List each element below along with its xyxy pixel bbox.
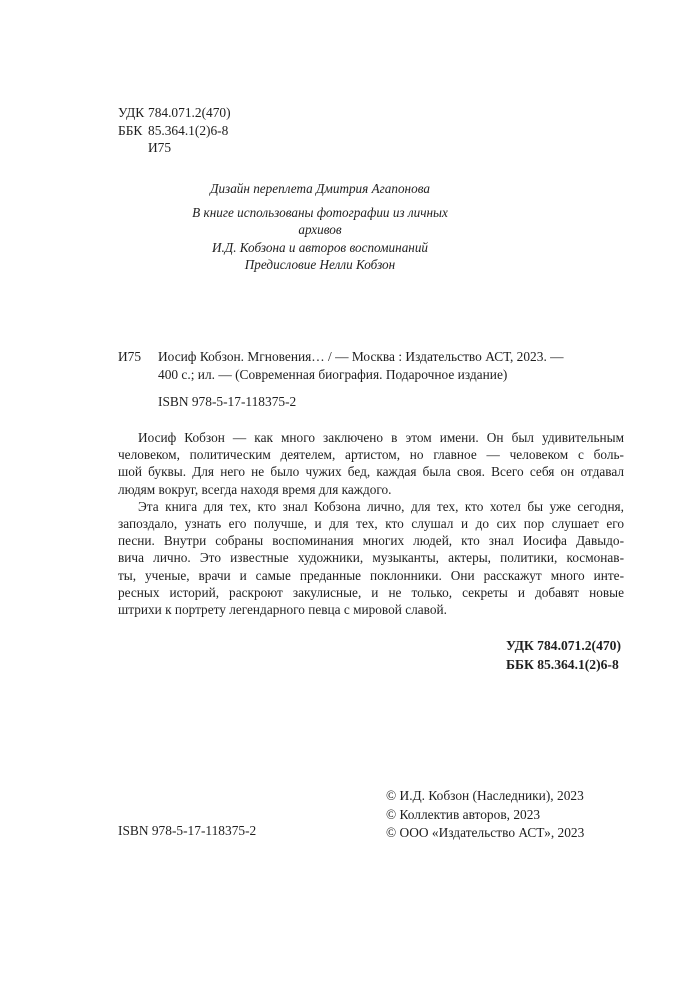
author-mark-row	[118, 139, 231, 157]
classification-codes	[118, 104, 231, 157]
foreword-credit: Предисловие Нелли Кобзон	[244, 257, 396, 272]
bbk-value: 85.364.1(2)6-8	[148, 122, 229, 138]
author-mark: И75	[148, 140, 172, 156]
photos-credit-line1: В книге использованы фотографии из личных архивов	[192, 204, 448, 237]
bib-line1: Иосиф Кобзон. Мгновения… / — Москва : Издательство АСТ, 2023. —	[158, 349, 564, 364]
annotation-line: вича лично. Это известные художники, музыканты, актеры, политики, космонав-	[118, 550, 624, 566]
bold-bbk: ББК 85.364.1(2)6-8	[505, 657, 619, 672]
credits-block	[190, 180, 450, 274]
bib-isbn: ISBN 978-5-17-118375-2	[158, 394, 297, 409]
copyright-line: © ООО «Издательство АСТ», 2023	[386, 825, 585, 840]
bibliographic-record	[118, 348, 623, 411]
bib-line2: 400 с.; ил. — (Современная биография. Подарочное издание)	[158, 367, 508, 382]
copyright-line: © Коллектив авторов, 2023	[386, 806, 541, 822]
copyright-line: © И.Д. Кобзон (Наследники), 2023	[386, 788, 584, 803]
bold-classification-codes	[506, 636, 621, 674]
annotation-line: человеком, политическим деятелем, артистом, но главное — человеком с боль-	[118, 447, 624, 463]
udk-label: УДК	[118, 105, 145, 121]
bbk-row	[118, 122, 231, 140]
udk-value: 784.071.2(470)	[148, 105, 231, 121]
annotation-line: штрихи к портрету легендарного певца с мировой славой.	[118, 602, 447, 618]
annotation-line: ресных историй, раскроют закулисные, и не только, секреты и добавят новые	[118, 584, 624, 600]
annotation-line: запоздало, узнать его получше, и для тех, кто слушал и до сих пор слушает его	[118, 516, 624, 532]
bbk-label: ББК	[118, 122, 143, 138]
annotation-line: ты, ученые, врачи и самые преданные поклонники. Они расскажут много инте-	[118, 567, 624, 583]
annotation-line: людям вокруг, всегда находя время для каждого.	[118, 481, 392, 497]
bold-udk: УДК 784.071.2(470)	[505, 638, 621, 653]
annotation-line: шой буквы. Для него не было чужих бед, каждая была своя. Всего себя он отдавал	[118, 464, 624, 480]
annotation	[118, 429, 624, 618]
annotation-line: Эта книга для тех, кто знал Кобзона лично, для тех, кто хотел бы уже сегодня,	[138, 498, 624, 514]
annotation-line: песни. Внутри собраны воспоминания многих людей, кто знал Иосифа Давыдо-	[118, 533, 624, 549]
bib-author-mark: И75	[118, 349, 142, 364]
annotation-line: Иосиф Кобзон — как много заключено в этом имени. Он был удивительным	[138, 430, 624, 445]
bib-first-line	[118, 348, 623, 366]
photos-credit-line2: И.Д. Кобзона и авторов воспоминаний	[211, 239, 429, 255]
cover-design-credit: Дизайн переплета Дмитрия Агапонова	[210, 181, 430, 196]
copyright-block	[386, 787, 584, 843]
udk-row	[118, 104, 231, 122]
isbn-bottom: ISBN 978-5-17-118375-2	[118, 823, 257, 838]
